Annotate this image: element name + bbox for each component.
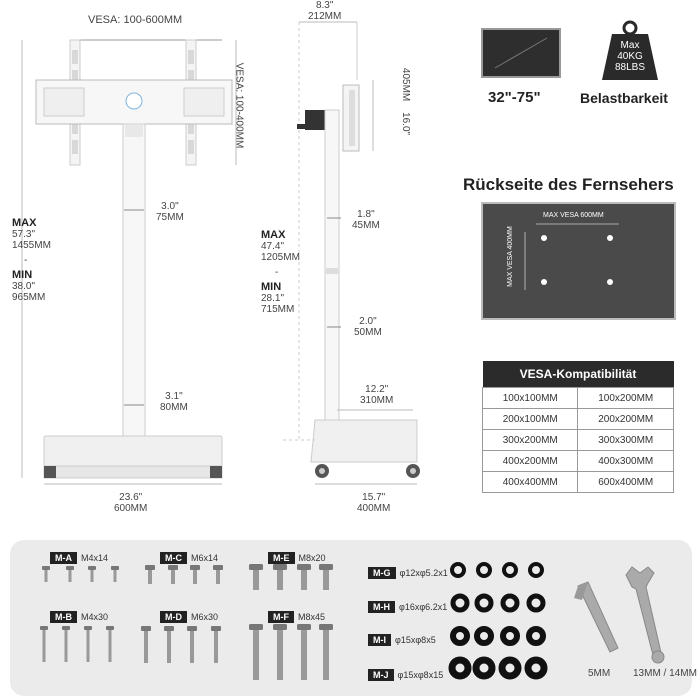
side-upper-column-mm: 45MM — [352, 220, 380, 231]
side-max-block — [261, 230, 300, 315]
hardware-mh — [368, 597, 447, 615]
side-offset-dim — [360, 384, 393, 406]
tv-screen-icon — [481, 28, 561, 78]
hardware-size: M6x14 — [191, 553, 219, 563]
table-cell: 200x100MM — [483, 409, 578, 430]
hardware-mj — [368, 665, 443, 683]
side-depth-mm: 212MM — [308, 11, 342, 22]
weight-line-1: Max — [620, 40, 640, 51]
table-cell: 300x200MM — [483, 430, 578, 451]
hardware-code: M-C — [160, 552, 187, 564]
screws-drawing — [30, 560, 350, 690]
front-upper-column-mm: 75MM — [156, 212, 184, 223]
front-max-inches: 57.3" — [12, 229, 36, 240]
hardware-code: M-A — [50, 552, 77, 564]
side-min-label: MIN — [261, 281, 282, 293]
side-depth-inches: 8.3" — [315, 0, 334, 11]
table-cell: 100x100MM — [483, 388, 578, 409]
hardware-code: M-E — [268, 552, 295, 564]
table-cell: 600x400MM — [578, 472, 674, 493]
hardware-size: φ15xφ8x5 — [395, 635, 436, 645]
hardware-size: φ15xφ8x15 — [397, 670, 444, 680]
hardware-size: M8x45 — [298, 612, 326, 622]
side-upper-column-dim — [352, 209, 380, 231]
washers-drawing — [448, 558, 558, 688]
side-depth-dim — [308, 0, 341, 22]
wrench-label: 13MM / 14MM — [633, 668, 697, 679]
front-upper-column-dim — [156, 201, 184, 223]
side-base-mm: 400MM — [357, 503, 391, 514]
front-max-label: MAX — [12, 217, 37, 229]
table-row — [483, 409, 674, 430]
side-bracket-height-dim — [400, 68, 411, 135]
hardware-mi — [368, 630, 436, 648]
hardware-code: M-D — [160, 611, 187, 623]
hardware-code: M-J — [368, 669, 394, 681]
table-cell: 200x200MM — [578, 409, 674, 430]
hardware-size: φ12xφ5.2x1 — [399, 568, 448, 578]
side-lower-column-mm: 50MM — [354, 327, 382, 338]
front-min-inches: 38.0" — [12, 281, 36, 292]
vesa-compatibility-table — [482, 361, 674, 493]
side-bracket-height-inches: 16.0" — [400, 112, 412, 136]
front-min-label: MIN — [12, 269, 33, 281]
vesa-height-label: VESA: 100-400MM — [233, 62, 245, 149]
side-base-dim — [357, 492, 390, 514]
weight-line-2: 40KG — [617, 51, 643, 62]
side-offset-inches: 12.2" — [365, 384, 389, 395]
rear-title: Rückseite des Fernsehers — [463, 175, 674, 194]
hardware-size: M4x30 — [81, 612, 109, 622]
side-max-inches: 47.4" — [261, 241, 285, 252]
side-view-drawing — [275, 0, 445, 530]
hardware-code: M-B — [50, 611, 77, 623]
hardware-size: φ16xφ6.2x1 — [399, 602, 448, 612]
side-base-inches: 15.7" — [362, 492, 386, 503]
washer-row-mg — [452, 564, 542, 576]
washer-row-mh — [453, 596, 543, 610]
table-cell: 400x400MM — [483, 472, 578, 493]
hex-key-label: 5MM — [588, 668, 611, 679]
vesa-table-title: VESA-Kompatibilität — [483, 361, 674, 388]
side-bracket-height-mm: 405MM — [400, 67, 412, 102]
table-row — [483, 472, 674, 493]
hardware-code: M-G — [368, 567, 396, 579]
hardware-size: M8x20 — [298, 553, 326, 563]
front-separator: - — [24, 255, 28, 266]
washer-row-mj — [452, 660, 544, 676]
vesa-width-label: VESA: 100-600MM — [88, 14, 183, 26]
front-lower-column-dim — [160, 391, 188, 413]
side-lower-column-inches: 2.0" — [359, 316, 377, 327]
hardware-mg — [368, 563, 448, 581]
table-row — [483, 451, 674, 472]
table-row — [483, 388, 674, 409]
rear-max-vesa-width: MAX VESA 600MM — [543, 212, 604, 219]
side-separator: - — [275, 267, 279, 278]
side-max-mm: 1205MM — [261, 252, 300, 263]
side-min-inches: 28.1" — [261, 293, 285, 304]
side-offset-mm: 310MM — [360, 395, 394, 406]
front-base-inches: 23.6" — [119, 492, 143, 503]
front-max-block — [12, 218, 51, 303]
table-row — [483, 430, 674, 451]
front-lower-column-inches: 3.1" — [165, 391, 183, 402]
hardware-code: M-H — [368, 601, 395, 613]
hardware-code: M-I — [368, 634, 391, 646]
front-min-mm: 965MM — [12, 292, 46, 303]
table-cell: 100x200MM — [578, 388, 674, 409]
side-lower-column-dim — [354, 316, 382, 338]
side-upper-column-inches: 1.8" — [357, 209, 375, 220]
front-upper-column-inches: 3.0" — [161, 201, 179, 212]
front-lower-column-mm: 80MM — [160, 402, 188, 413]
front-base-mm: 600MM — [114, 503, 148, 514]
hardware-code: M-F — [268, 611, 294, 623]
table-cell: 400x300MM — [578, 451, 674, 472]
hardware-size: M4x14 — [81, 553, 109, 563]
rear-max-vesa-height: MAX VESA 400MM — [506, 226, 514, 287]
weight-icon-text — [606, 40, 654, 73]
wrench-icon — [612, 565, 672, 665]
table-cell: 300x300MM — [578, 430, 674, 451]
hardware-size: M6x30 — [191, 612, 219, 622]
front-base-dim — [114, 492, 147, 514]
screen-size-label: 32"-75" — [488, 89, 541, 106]
washer-row-mi — [453, 629, 543, 643]
side-min-mm: 715MM — [261, 304, 295, 315]
side-max-label: MAX — [261, 229, 286, 241]
weight-line-3: 88LBS — [614, 62, 646, 73]
front-max-mm: 1455MM — [12, 240, 51, 251]
table-cell: 400x200MM — [483, 451, 578, 472]
weight-capacity-label: Belastbarkeit — [580, 90, 668, 106]
